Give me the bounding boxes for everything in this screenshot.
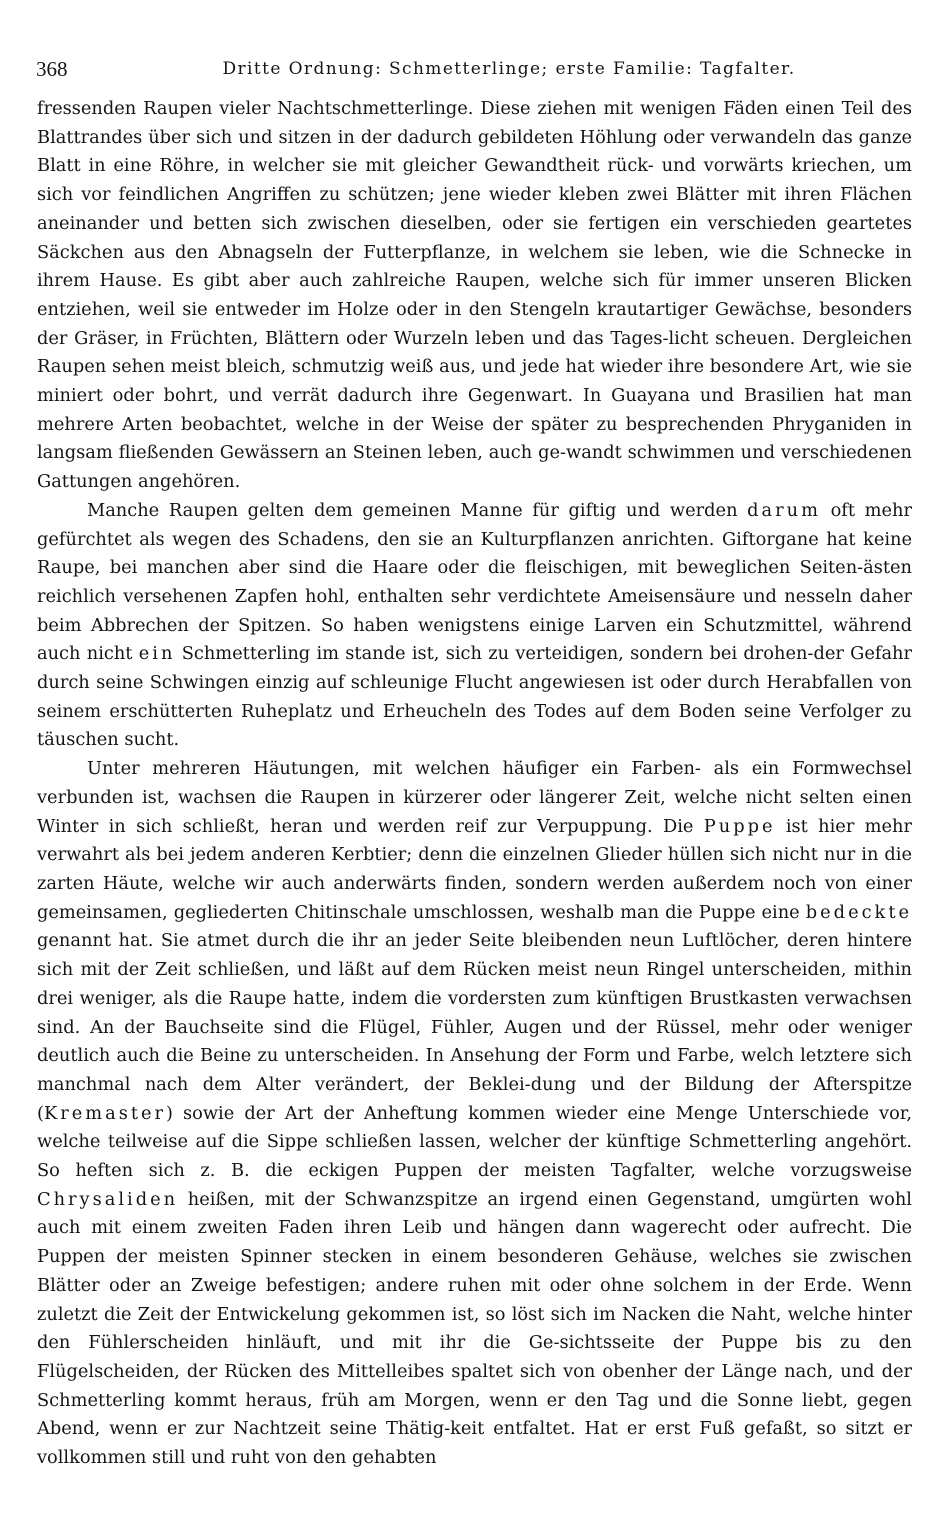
text-run: genannt hat. Sie atmet durch die ihr an jeder Seite bleibenden neun Luftlöcher, deren hintere sich mit der Zeit schließen, und läßt auf dem Rücken meist neun Ringel unterscheiden, mithin drei weniger, als die Raupe hatte, indem die vordersten zum künftigen Brustkasten verwachsen sind. An der Bauchseite sind die Flügel, Fühler, Augen und der Rüssel, mehr oder weniger deutlich auch die Beine zu unterscheiden. In Ansehung der Form und Farbe, welch letztere sich manchmal nach dem Alter verändert, der Beklei-dung und der Bildung der Afterspitze ( bbox=[37, 930, 912, 1124]
spaced-emphasis: ein bbox=[138, 643, 176, 665]
spaced-emphasis: Kremaster bbox=[43, 1102, 166, 1124]
text-run: heißen, mit der Schwanzspitze an irgend einen Gegenstand, umgürten wohl auch mit einem zweiten Faden ihren Leib und hängen dann wagerecht oder aufrecht. Die Puppen der meisten Spinner stecken in einem besonderen Gehäuse, welches sie zwischen Blätter oder an Zweige befestigen; andere ruhen mit oder ohne solchem in der Erde. Wenn zuletzt die Zeit der Entwickelung gekommen ist, so löst sich im Nacken die Naht, welche hinter den Fühlerscheiden hinläuft, und mit ihr die Ge-sichtsseite der Puppe bis zu den Flügelscheiden, der Rücken des Mittelleibes spaltet sich von obenher der Länge nach, und der Schmetterling kommt heraus, früh am Morgen, wenn er den Tag und die Sonne liebt, gegen Abend, wenn er zur Nachtzeit seine Thätig-keit entfaltet. Hat er erst Fuß gefaßt, so sitzt er vollkommen still und ruht von den gehabten bbox=[37, 1188, 912, 1469]
paragraph-2 bbox=[37, 497, 912, 755]
text-run: Schmetterling im stande ist, sich zu verteidigen, sondern bei drohen-der Gefahr durch seine Schwingen einzig auf schleunige Flucht angewiesen ist oder durch Herabfallen von seinem erschütterten Ruheplatz und Erheucheln des Todes auf dem Boden seine Verfolger zu täuschen sucht. bbox=[37, 643, 912, 751]
page-header bbox=[36, 54, 912, 84]
spaced-emphasis: Chrysaliden bbox=[37, 1188, 179, 1210]
text-run: oft mehr gefürchtet als wegen des Schadens, den sie an Kulturpflanzen anrichten. Giftorgane hat keine Raupe, bei manchen aber sind die Haare oder die fleischigen, mit beweglichen Seiten-ästen reichlich versehenen Zapfen hohl, enthalten sehr verdichtete Ameisensäure und nesseln daher beim Abbrechen der Spitzen. So haben wenigstens einige Larven ein Schutzmittel, während auch nicht bbox=[37, 499, 912, 665]
spaced-emphasis: bedeckte bbox=[805, 901, 912, 923]
paragraph-1: fressenden Raupen vieler Nachtschmetterlinge. Diese ziehen mit wenigen Fäden einen Teil des Blattrandes über sich und sitzen in der dadurch gebildeten Höhlung oder verwandeln das ganze Blatt in eine Röhre, in welcher sie mit gleicher Gewandtheit rück- und vorwärts kriechen, um sich vor feindlichen Angriffen zu schützen; jene wieder kleben zwei Blätter mit ihren Flächen aneinander und betten sich zwischen dieselben, oder sie fertigen ein verschieden geartetes Säckchen aus den Abnagseln der Futterpflanze, in welchem sie leben, wie die Schnecke in ihrem Hause. Es gibt aber auch zahlreiche Raupen, welche sich für immer unseren Blicken entziehen, weil sie entweder im Holze oder in den Stengeln krautartiger Gewächse, besonders der Gräser, in Früchten, Blättern oder Wurzeln leben und das Tages-licht scheuen. Dergleichen Raupen sehen meist bleich, schmutzig weiß aus, und jede hat wieder ihre besondere Art, wie sie miniert oder bohrt, und verrät dadurch ihre Gegenwart. In Guayana und Brasilien hat man mehrere Arten beobachtet, welche in der Weise der später zu besprechenden Phryganiden in langsam fließenden Gewässern an Steinen leben, auch ge-wandt schwimmen und verschiedenen Gattungen angehören. bbox=[37, 98, 912, 493]
text-run: Unter mehreren Häutungen, mit welchen häufiger ein Farben- als ein Formwechsel verbunden ist, wachsen die Raupen in kürzerer oder längerer Zeit, welche nicht selten einen Winter in sich schließt, heran und werden reif zur Verpuppung. Die bbox=[37, 758, 912, 837]
text-run: ) sowie der Art der Anheftung kommen wieder eine Menge Unterschiede vor, welche teilweise auf die Sippe schließen lassen, welcher der künftige Schmetterling angehört. So heften sich z. B. die eckigen Puppen der meisten Tagfalter, welche vorzugsweise bbox=[37, 1102, 912, 1182]
text-run: ist hier mehr verwahrt als bei jedem anderen Kerbtier; denn die einzelnen Glieder hüllen sich nicht nur in die zarten Häute, welche wir auch anderwärts finden, sondern werden außerdem noch von einer gemeinsamen, gegliederten Chitinschale umschlossen, weshalb man die Puppe eine bbox=[37, 815, 913, 923]
spaced-emphasis: darum bbox=[747, 499, 821, 521]
paragraph-3 bbox=[37, 755, 912, 1473]
page-number: 368 bbox=[36, 57, 68, 81]
body-text bbox=[37, 95, 912, 1473]
running-head: Dritte Ordnung: Schmetterlinge; erste Familie: Tagfalter. bbox=[222, 59, 796, 79]
text-run: Manche Raupen gelten dem gemeinen Manne für giftig und werden bbox=[87, 499, 748, 521]
spaced-emphasis: Puppe bbox=[703, 815, 776, 837]
